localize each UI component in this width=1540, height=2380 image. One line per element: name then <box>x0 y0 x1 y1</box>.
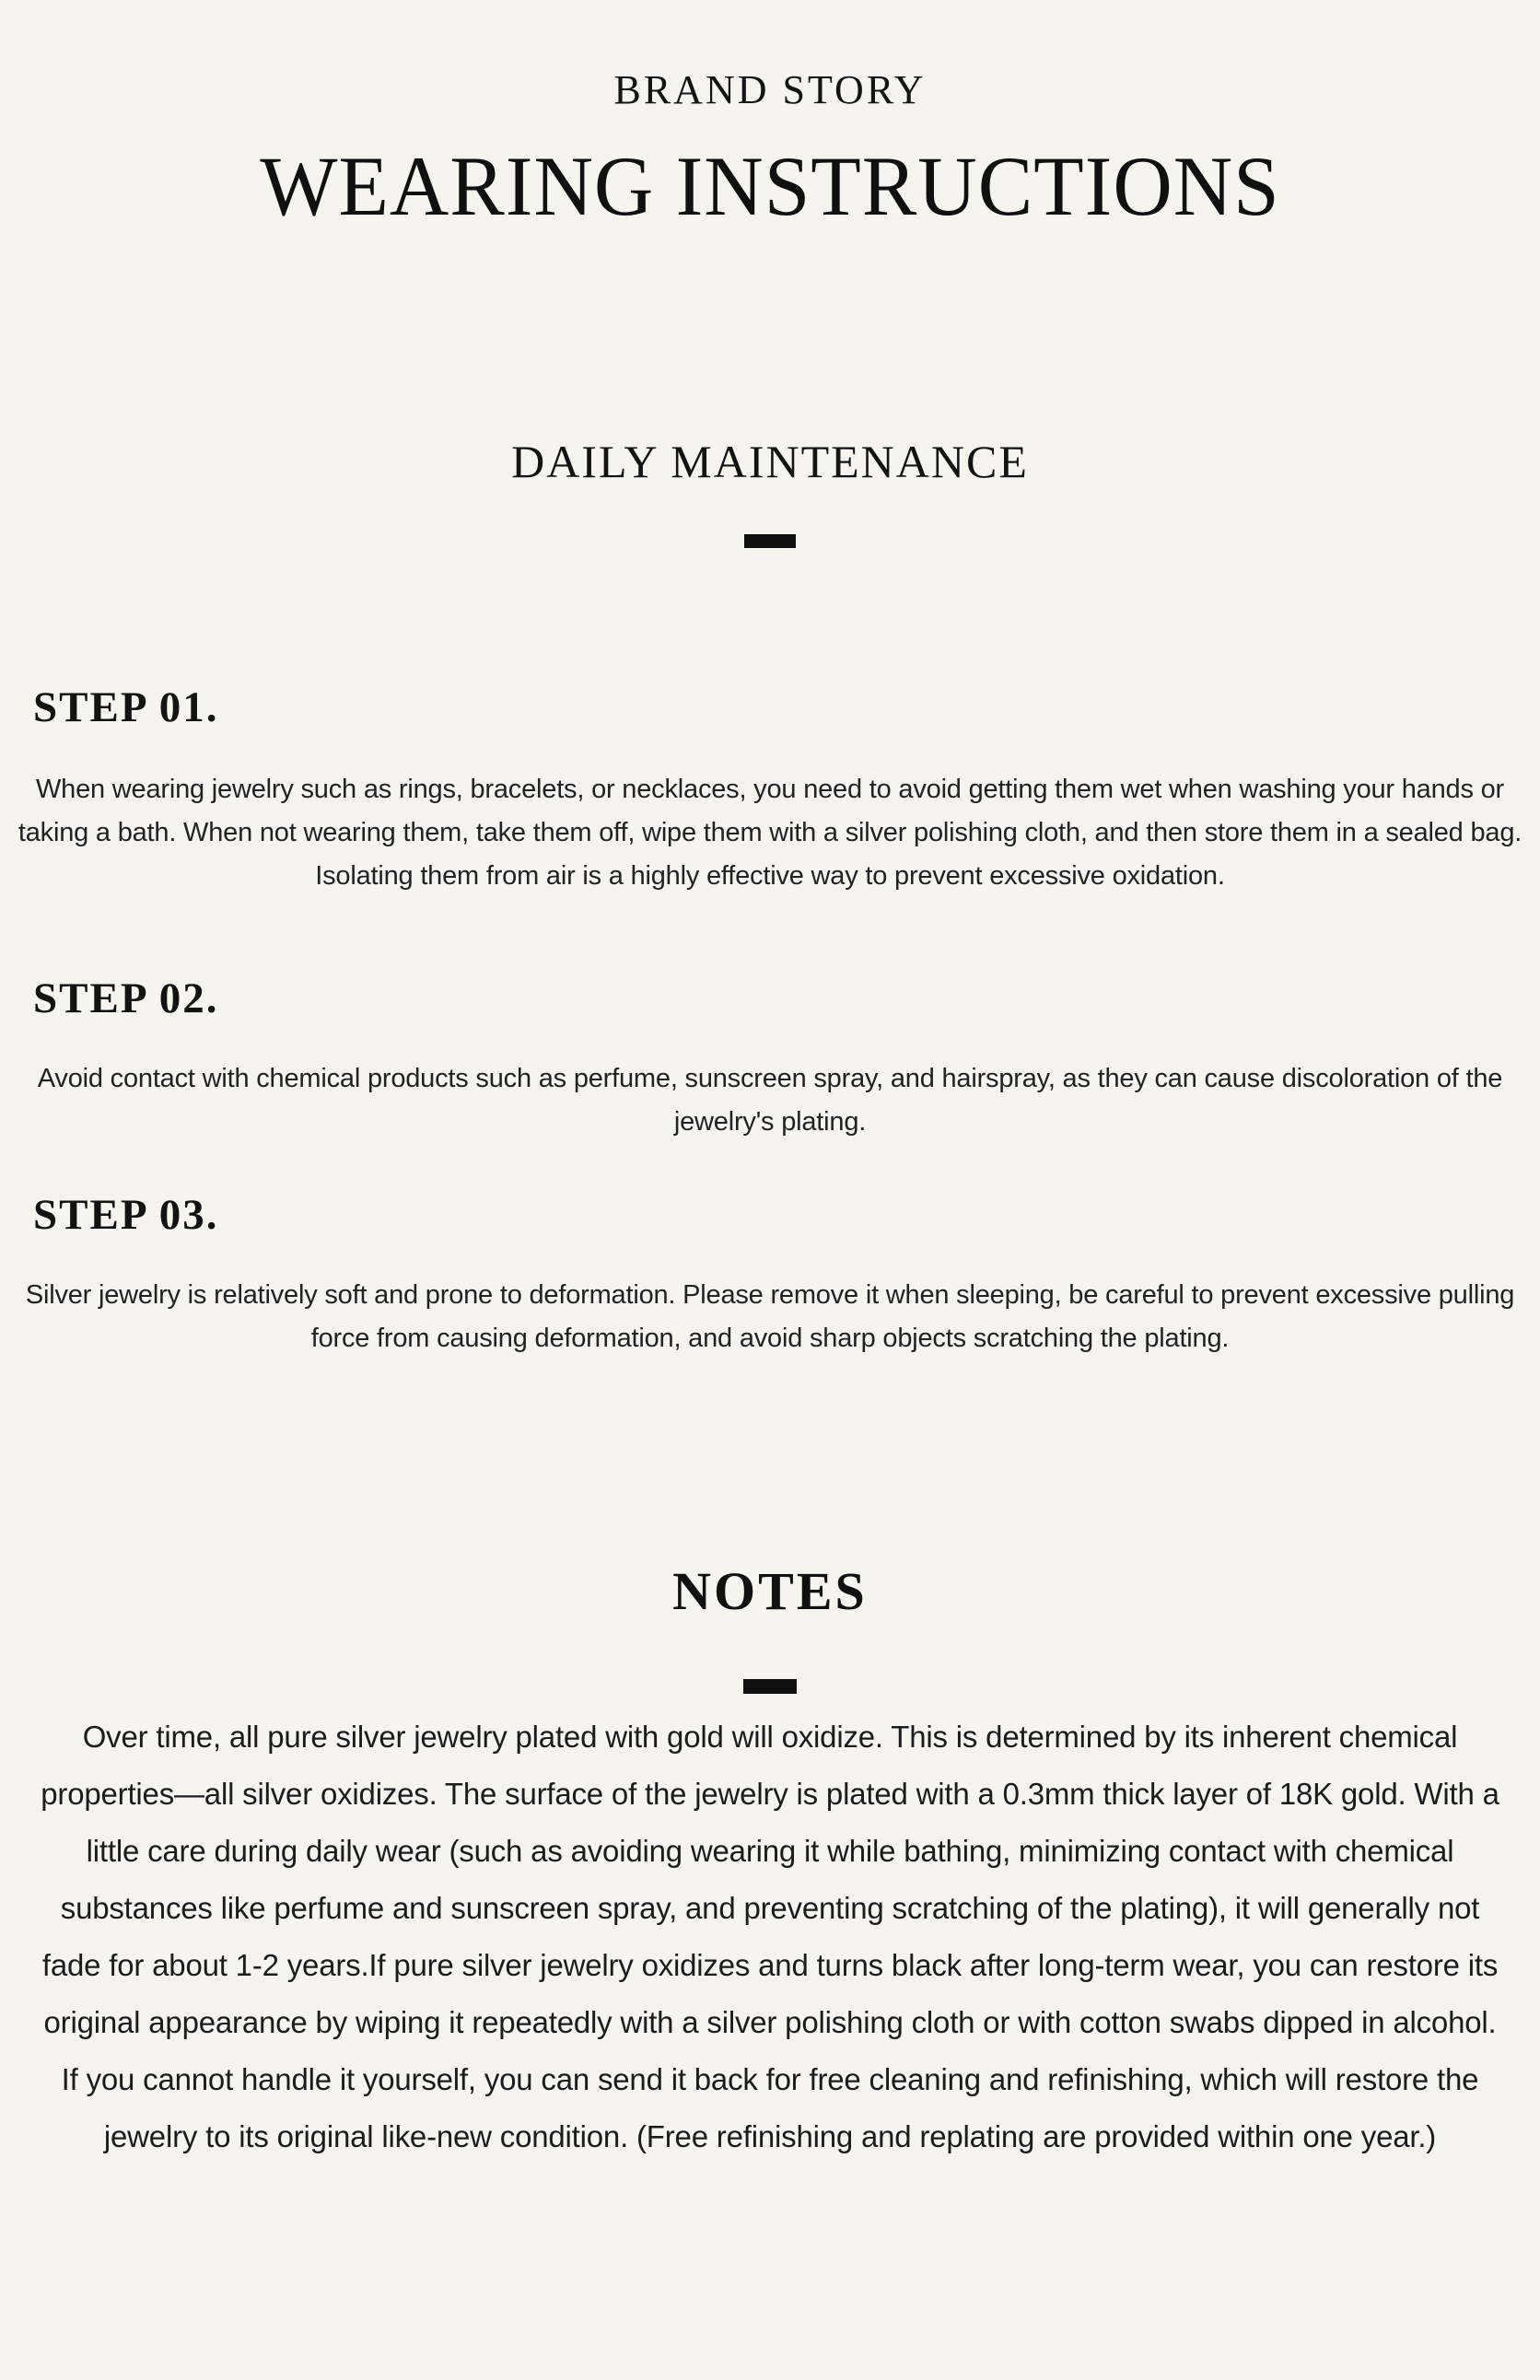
notes-divider <box>743 1679 797 1694</box>
step-02-block <box>0 974 1540 1144</box>
brand-story-label: BRAND STORY <box>613 67 927 112</box>
step-03-label: STEP 03. <box>33 1191 219 1239</box>
daily-maintenance-heading: DAILY MAINTENANCE <box>511 436 1029 487</box>
step-02-text: Avoid contact with chemical products such as perfume, sunscreen spray, and hairspray, as they can cause discoloration of the jewelry's plating. <box>37 1064 1503 1137</box>
step-01-label: STEP 01. <box>33 683 219 731</box>
notes-section <box>0 1561 1540 2165</box>
wearing-instructions-page <box>0 67 1540 2380</box>
step-01-text: When wearing jewelry such as rings, bracelets, or necklaces, you need to avoid getting them wet when washing your hands or taking a bath. When not wearing them, take them off, wipe them with a silver polishing cloth, and then store them in a sealed bag. Isolating them from air is a highly effective way to prevent excessive oxidation. <box>18 775 1522 891</box>
notes-text: Over time, all pure silver jewelry plated with gold will oxidize. This is determined by its inherent chemical properties—all silver oxidizes. The surface of the jewelry is plated with a 0.3mm thick layer of 18K gold. With a little care during daily wear (such as avoiding wearing it while bathing, minimizing contact with chemical substances like perfume and sunscreen spray, and preventing scratching of the plating), it will generally not fade for about 1-2 years.If pure silver jewelry oxidizes and turns black after long-term wear, you can restore its original appearance by wiping it repeatedly with a silver polishing cloth or with cotton swabs dipped in alcohol. If you cannot handle it yourself, you can send it back for free cleaning and refinishing, which will restore the jewelry to its original like-new condition. (Free refinishing and replating are provided within one year.) <box>41 1720 1499 2153</box>
step-02-label: STEP 02. <box>33 974 219 1022</box>
step-03-text: Silver jewelry is relatively soft and prone to deformation. Please remove it when sleeping, be careful to prevent excessive pulling force from causing deformation, and avoid sharp objects scratching the plating. <box>25 1280 1515 1353</box>
step-03-block <box>0 1191 1540 1360</box>
daily-maintenance-divider <box>744 534 796 548</box>
notes-heading: NOTES <box>672 1561 868 1621</box>
daily-maintenance-section <box>0 438 1540 1360</box>
step-01-block <box>0 683 1540 898</box>
page-title: WEARING INSTRUCTIONS <box>260 139 1280 233</box>
